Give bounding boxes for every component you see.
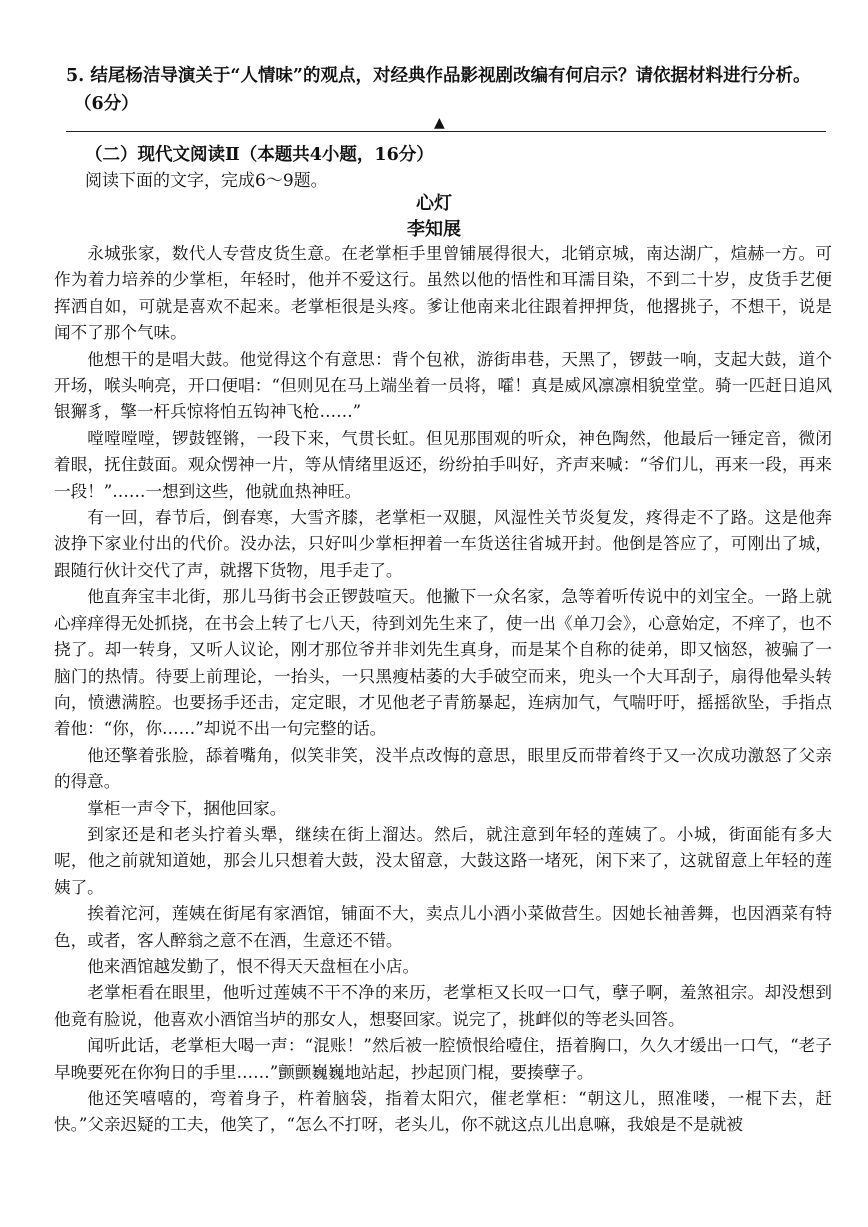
paragraph: 有一回，春节后，倒春寒，大雪齐膝，老掌柜一双腿，风湿性关节炎复发，疼得走不了路。这是他奔波挣下家业付出的代价。没办法，只好叫少掌柜押着一车货送往省城开封。他倒是答应了，可刚出了城，跟随行伙计交代了声，就撂下货物，甩手走了。 [54, 508, 832, 580]
question-5 [66, 62, 836, 118]
paragraph: 掌柜一声令下，捆他回家。 [87, 798, 287, 818]
section-instruction: 阅读下面的文字，完成6～9题。 [85, 171, 328, 191]
article-author: 李知展 [407, 219, 461, 240]
paragraph: 嘡嘡嘡嘡，锣鼓铿锵，一段下来，气贯长虹。但见那围观的听众，神色陶然，他最后一锤定音，微闭着眼，抚住鼓面。观众愣神一片，等从情绪里返还，纷纷拍手叫好，齐声来喊：“爷们儿，再来一段，再来一段！”……一想到这些，他就血热神旺。 [54, 428, 832, 501]
paragraph: 他还擎着张脸，舔着嘴角，似笑非笑，没半点改悔的意思，眼里反而带着终于又一次成功激怒了父亲的得意。 [54, 745, 832, 792]
article-title: 心灯 [416, 193, 452, 214]
article-body [54, 241, 832, 1139]
question-5-score: （6分） [74, 94, 139, 114]
paragraph: 他直奔宝丰北街，那儿马街书会正锣鼓喧天。他撇下一众名家，急等着听传说中的刘宝全。一路上就心痒痒得无处抓挠，在书会上转了七八天，待到刘先生来了，使一出《单刀会》，心意始定，不痒了，也不挠了。却一转身，又听人议论，刚才那位爷并非刘先生真身，而是某个自称的徒弟，即又恼怒，被骗了一脑门的热情。待要上前理论，一抬头，一只黑瘦枯萎的大手破空而来，兜头一个大耳刮子，扇得他晕头转向，愤懑满腔。也要扬手还击，定定眼，才见他老子青筋暴起，连病加气，气喘吁吁，摇摇欲坠，手指点着他：“你，你……”却说不出一句完整的话。 [54, 587, 832, 739]
paragraph: 老掌柜看在眼里，他听过莲姨不干不净的来历，老掌柜又长叹一口气，孽子啊，羞煞祖宗。却没想到他竟有脸说，他喜欢小酒馆当垆的那女人，想娶回家。说完了，挑衅似的等老头回答。 [54, 983, 832, 1029]
paragraph: 他还笑嘻嘻的，弯着身子，杵着脑袋，指着太阳穴，催老掌柜：“朝这儿，照准喽，一棍下去，赶快。”父亲迟疑的工夫，他笑了，“怎么不打呀，老头儿，你不就这点儿出息嘛，我娘是不是就被 [54, 1089, 832, 1135]
paragraph: 闻听此话，老掌柜大喝一声：“混账！”然后被一腔愤恨给噎住，捂着胸口，久久才缓出一口气，“老子早晚要死在你狗日的手里……”颤颤巍巍地站起，抄起顶门棍，要揍孽子。 [54, 1036, 832, 1082]
triangle-separator-icon: ▲ [434, 115, 445, 131]
separator-line [66, 131, 826, 132]
paragraph: 挨着沱河，莲姨在街尾有家酒馆，铺面不大，卖点儿小酒小菜做营生。因她长袖善舞，也因酒菜有特色，或者，客人醉翁之意不在酒，生意还不错。 [54, 904, 832, 950]
question-5-text: 5. 结尾杨洁导演关于“人情味”的观点，对经典作品影视剧改编有何启示？请依据材料进行分析。 [66, 66, 811, 86]
paragraph: 他想干的是唱大鼓。他觉得这个有意思：背个包袱，游街串巷，天黑了，锣鼓一响，支起大鼓，道个开场，喉头响亮，开口便唱：“但则见在马上端坐着一员将，嚯！真是威风凛凛相貌堂堂。骑一匹赶日追风银獬豸，擎一杆兵惊将怕五钩神飞枪……” [54, 349, 832, 422]
paragraph: 他来酒馆越发勤了，恨不得天天盘桓在小店。 [87, 956, 420, 976]
section-heading: （二）现代文阅读Ⅱ（本题共4小题，16分） [85, 145, 434, 165]
paragraph: 永城张家，数代人专营皮货生意。在老掌柜手里曾铺展得很大，北销京城，南达湖广，煊赫一方。可作为着力培养的少掌柜，年轻时，他并不爱这行。虽然以他的悟性和耳濡目染，不到二十岁，皮货手艺便挥洒自如，可就是喜欢不起来。老掌柜很是头疼。爹让他南来北往跟着押押货，他撂挑子，不想干，说是闻不了那个气味。 [54, 244, 832, 343]
paragraph: 到家还是和老头拧着头犟，继续在街上溜达。然后，就注意到年轻的莲姨了。小城，街面能有多大呢，他之前就知道她，那会儿只想着大鼓，没太留意，大鼓这路一堵死，闲下来了，这就留意上年轻的莲姨了。 [54, 824, 832, 897]
